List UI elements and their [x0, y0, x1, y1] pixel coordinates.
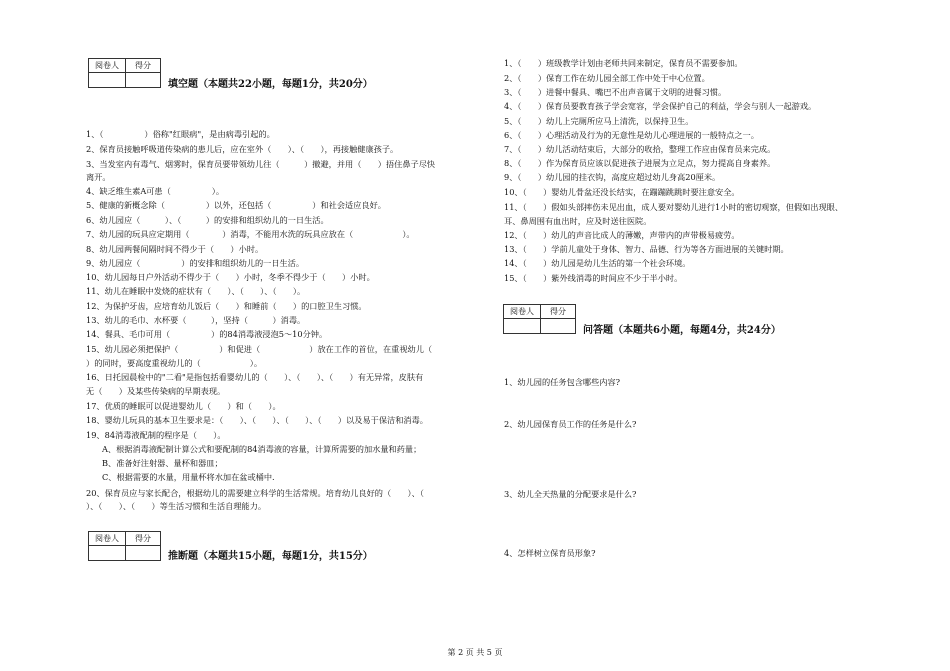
question-line: 9、（ ）幼儿园的挂衣钩，高度应超过幼儿身高20厘米。	[504, 172, 721, 182]
question-line: 8、幼儿园两餐间隔时间不得少于（ ）小时。	[86, 244, 264, 254]
question-line: 17、优质的睡眠可以促进婴幼儿（ ）和（ ）。	[86, 401, 281, 411]
question-line: 耳、鼻周围有血出时，应及时送往医院。	[504, 216, 652, 226]
section-title-qa: 问答题（本题共6小题，每题4分，共24分）	[583, 325, 781, 336]
question-line: 13、幼儿的毛巾、水杯要（ ），坚持（ ）消毒。	[86, 315, 306, 325]
page-footer: 第 2 页 共 5 页	[447, 648, 503, 657]
section-title-fill: 填空题（本题共22小题，每题1分，共20分）	[168, 79, 373, 90]
question-line: 12、（ ）幼儿的声音比成人的薄嫩，声带内的声带极易疲劳。	[504, 230, 740, 240]
score-box-cell	[89, 73, 126, 88]
question-line: 5、（ ）幼儿上完厕所应马上清洗，以保持卫生。	[504, 116, 694, 126]
question-line: 2、幼儿园保育员工作的任务是什么?	[504, 419, 637, 429]
question-line: 6、（ ）心理活动及行为的无意性是幼儿心理进展的一般特点之一。	[504, 130, 759, 140]
question-line: 8、（ ）作为保育员应该以促进孩子进展为立足点，努力提高自身素养。	[504, 158, 776, 168]
score-box-cell	[89, 546, 126, 561]
score-box-cell	[126, 546, 161, 561]
score-box-label-score: 得分	[541, 305, 576, 319]
question-line: B、准备好注射器、量杯和器皿；	[102, 458, 223, 468]
question-line: 3、当发室内有毒气、烟雾时，保育员要带领幼儿往（ ）撤避，并用（ ）捂住鼻子尽快	[86, 159, 436, 169]
question-line: 2、保育员接触呼吸道传染病的患儿后，应在室外（ ）、（ ），再接触健康孩子。	[86, 144, 399, 154]
score-box-judge	[88, 531, 161, 561]
question-line: 3、幼儿全天热量的分配要求是什么?	[504, 489, 637, 499]
question-line: 20、保育员应与家长配合，根据幼儿的需要建立科学的生活常规。培育幼儿良好的（ ）、（	[86, 488, 424, 498]
score-box-cell	[126, 73, 161, 88]
question-line: 13、（ ）学前儿童处于身体、智力、品德、行为等各方面进展的关键时期。	[504, 244, 789, 254]
question-line: 3、（ ）进餐中餐具、嘴巴不出声音属于文明的进餐习惯。	[504, 87, 727, 97]
question-line: 10、幼儿园每日户外活动不得少于（ ）小时，冬季不得少于（ ）小时。	[86, 272, 375, 282]
score-box-qa	[503, 304, 576, 334]
question-line: 1、（ ）班级教学计划由老师共同来制定，保育员不需要参加。	[504, 58, 743, 68]
score-box-label-score: 得分	[126, 59, 161, 73]
question-line: 11、（ ）假如头部摔伤未见出血，成人要对婴幼儿进行1小时的密切观察，但假如出现眼、	[504, 202, 844, 212]
question-line: 5、健康的新概念除（ ）以外，还包括（ ）和社会适应良好。	[86, 200, 386, 210]
question-line: ）的同时，要高度重视幼儿的（ ）。	[86, 358, 263, 368]
question-line: 1、（ ）俗称"红眼病"，是由病毒引起的。	[86, 129, 275, 139]
score-box-label-grader: 阅卷人	[504, 305, 541, 319]
question-line: 10、（ ）婴幼儿骨盆还没长结实，在蹦蹦跳跳时要注意安全。	[504, 187, 740, 197]
question-line: 无（ ）及某些传染病的早期表现。	[86, 386, 226, 396]
question-line: 12、为保护牙齿，应培育幼儿饭后（ ）和睡前（ ）的口腔卫生习惯。	[86, 301, 367, 311]
score-box-label-grader: 阅卷人	[89, 532, 126, 546]
question-line: 6、幼儿园应（ ）、（ ）的安排和组织幼儿的一日生活。	[86, 215, 329, 225]
question-line: 14、餐具、毛巾可用（ ）的84消毒液浸泡5～10分钟。	[86, 329, 328, 339]
question-line: ）、（ ）、（ ）等生活习惯和生活自理能力。	[86, 501, 267, 511]
question-line: 15、幼儿园必须把保护（ ）和促进（ ）放在工作的首位，在重视幼儿（	[86, 344, 433, 354]
question-line: 4、怎样树立保育员形象?	[504, 548, 596, 558]
question-line: 离开。	[86, 172, 111, 182]
score-box-cell	[504, 319, 541, 334]
question-line: 16、日托园晨检中的"二看"是指包括看婴幼儿的（ ）、（ ）、（ ）有无异常，皮肤有	[86, 372, 424, 382]
question-line: 4、缺乏维生素A可患（ ）。	[86, 186, 225, 196]
question-line: 18、婴幼儿玩具的基本卫生要求是：（ ）、（ ）、（ ）、（ ）以及易于保洁和消毒。	[86, 415, 428, 425]
question-line: 19、84消毒液配制的程序是（ ）。	[86, 430, 226, 440]
question-line: 11、幼儿在睡眠中发烧的症状有（ ）、（ ）、（ ）。	[86, 286, 306, 296]
question-line: 15、（ ）紫外线消毒的时间应不少于半小时。	[504, 273, 683, 283]
question-line: C、根据需要的水量，用量杯将水加在盆或桶中.	[102, 472, 275, 482]
question-line: 7、（ ）幼儿活动结束后，大部分的收拾，整理工作应由保育员来完成。	[504, 144, 776, 154]
question-line: 1、幼儿园的任务包含哪些内容?	[504, 377, 621, 387]
score-box-label-score: 得分	[126, 532, 161, 546]
score-box-cell	[541, 319, 576, 334]
question-line: 7、幼儿园的玩具应定期用（ ）消毒，不能用水洗的玩具应放在（ ）。	[86, 229, 415, 239]
question-line: A、根据消毒液配制计算公式和要配制的84消毒液的容量，计算所需要的加水量和药量；	[102, 444, 422, 454]
score-box-label-grader: 阅卷人	[89, 59, 126, 73]
question-line: 2、（ ）保育工作在幼儿园全部工作中处于中心位置。	[504, 73, 710, 83]
score-box-fill	[88, 58, 161, 88]
question-line: 4、（ ）保育员要教育孩子学会宽容，学会保护自己的利益，学会与别人一起游戏。	[504, 101, 817, 111]
question-line: 14、（ ）幼儿园是幼儿生活的第一个社会环境。	[504, 258, 691, 268]
section-title-judge: 推断题（本题共15小题，每题1分，共15分）	[168, 551, 373, 562]
question-line: 9、幼儿园应（ ）的安排和组织幼儿的一日生活。	[86, 258, 305, 268]
